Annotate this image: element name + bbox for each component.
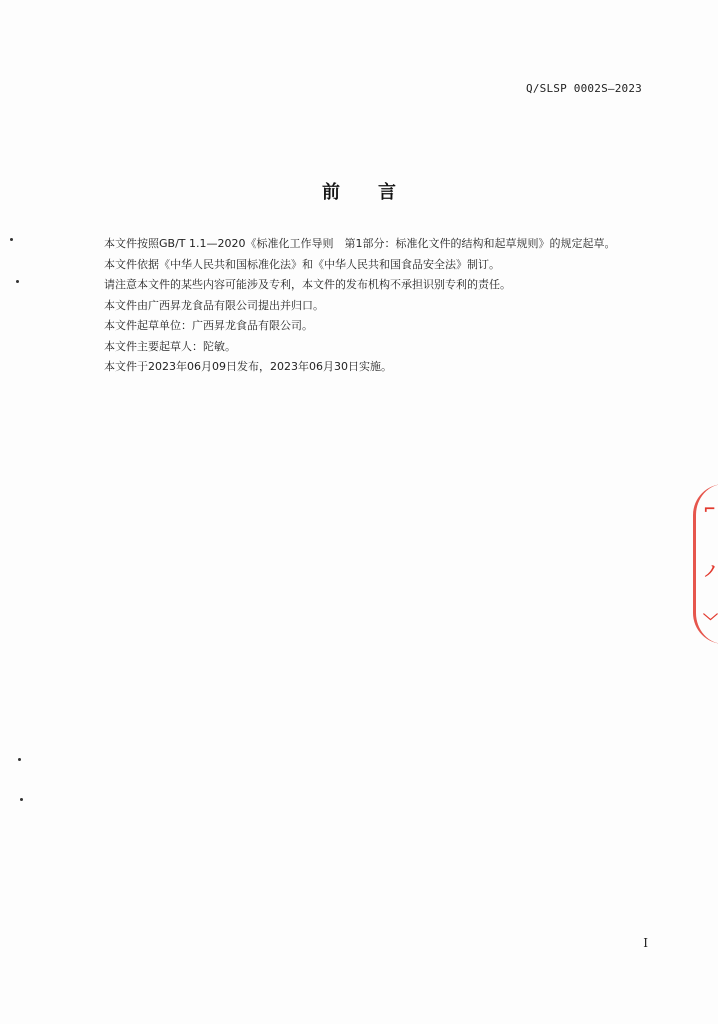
scan-speck	[18, 758, 21, 761]
page-title: 前言	[322, 182, 434, 203]
paragraph-main-drafter: 本文件主要起草人：陀敏。	[104, 339, 236, 353]
seal-stamp-mark-icon: ノ	[702, 562, 718, 580]
scan-speck	[16, 280, 19, 283]
paragraph-proposer: 本文件由广西昇龙食品有限公司提出并归口。	[104, 298, 324, 312]
scan-speck	[10, 238, 13, 241]
document-code: Q/SLSP 0002S—2023	[526, 82, 642, 95]
seal-stamp-mark-icon: ﹀	[702, 612, 718, 630]
paragraph-legal-basis: 本文件依据《中华人民共和国标准化法》和《中华人民共和国食品安全法》制订。	[104, 257, 500, 271]
paragraph-drafting-rules: 本文件按照GB/T 1.1—2020《标准化工作导则 第1部分：标准化文件的结构和起草规则》的规定起草。	[104, 237, 616, 250]
foreword-body	[82, 234, 652, 378]
scan-speck	[20, 798, 23, 801]
paragraph-drafting-unit: 本文件起草单位：广西昇龙食品有限公司。	[104, 319, 313, 332]
paragraph-patent-notice: 请注意本文件的某些内容可能涉及专利，本文件的发布机构不承担识别专利的责任。	[104, 278, 511, 291]
seal-stamp-mark-icon: ⌐	[703, 500, 716, 518]
page-number: I	[643, 936, 648, 950]
paragraph-dates: 本文件于2023年06月09日发布，2023年06月30日实施。	[104, 360, 392, 373]
